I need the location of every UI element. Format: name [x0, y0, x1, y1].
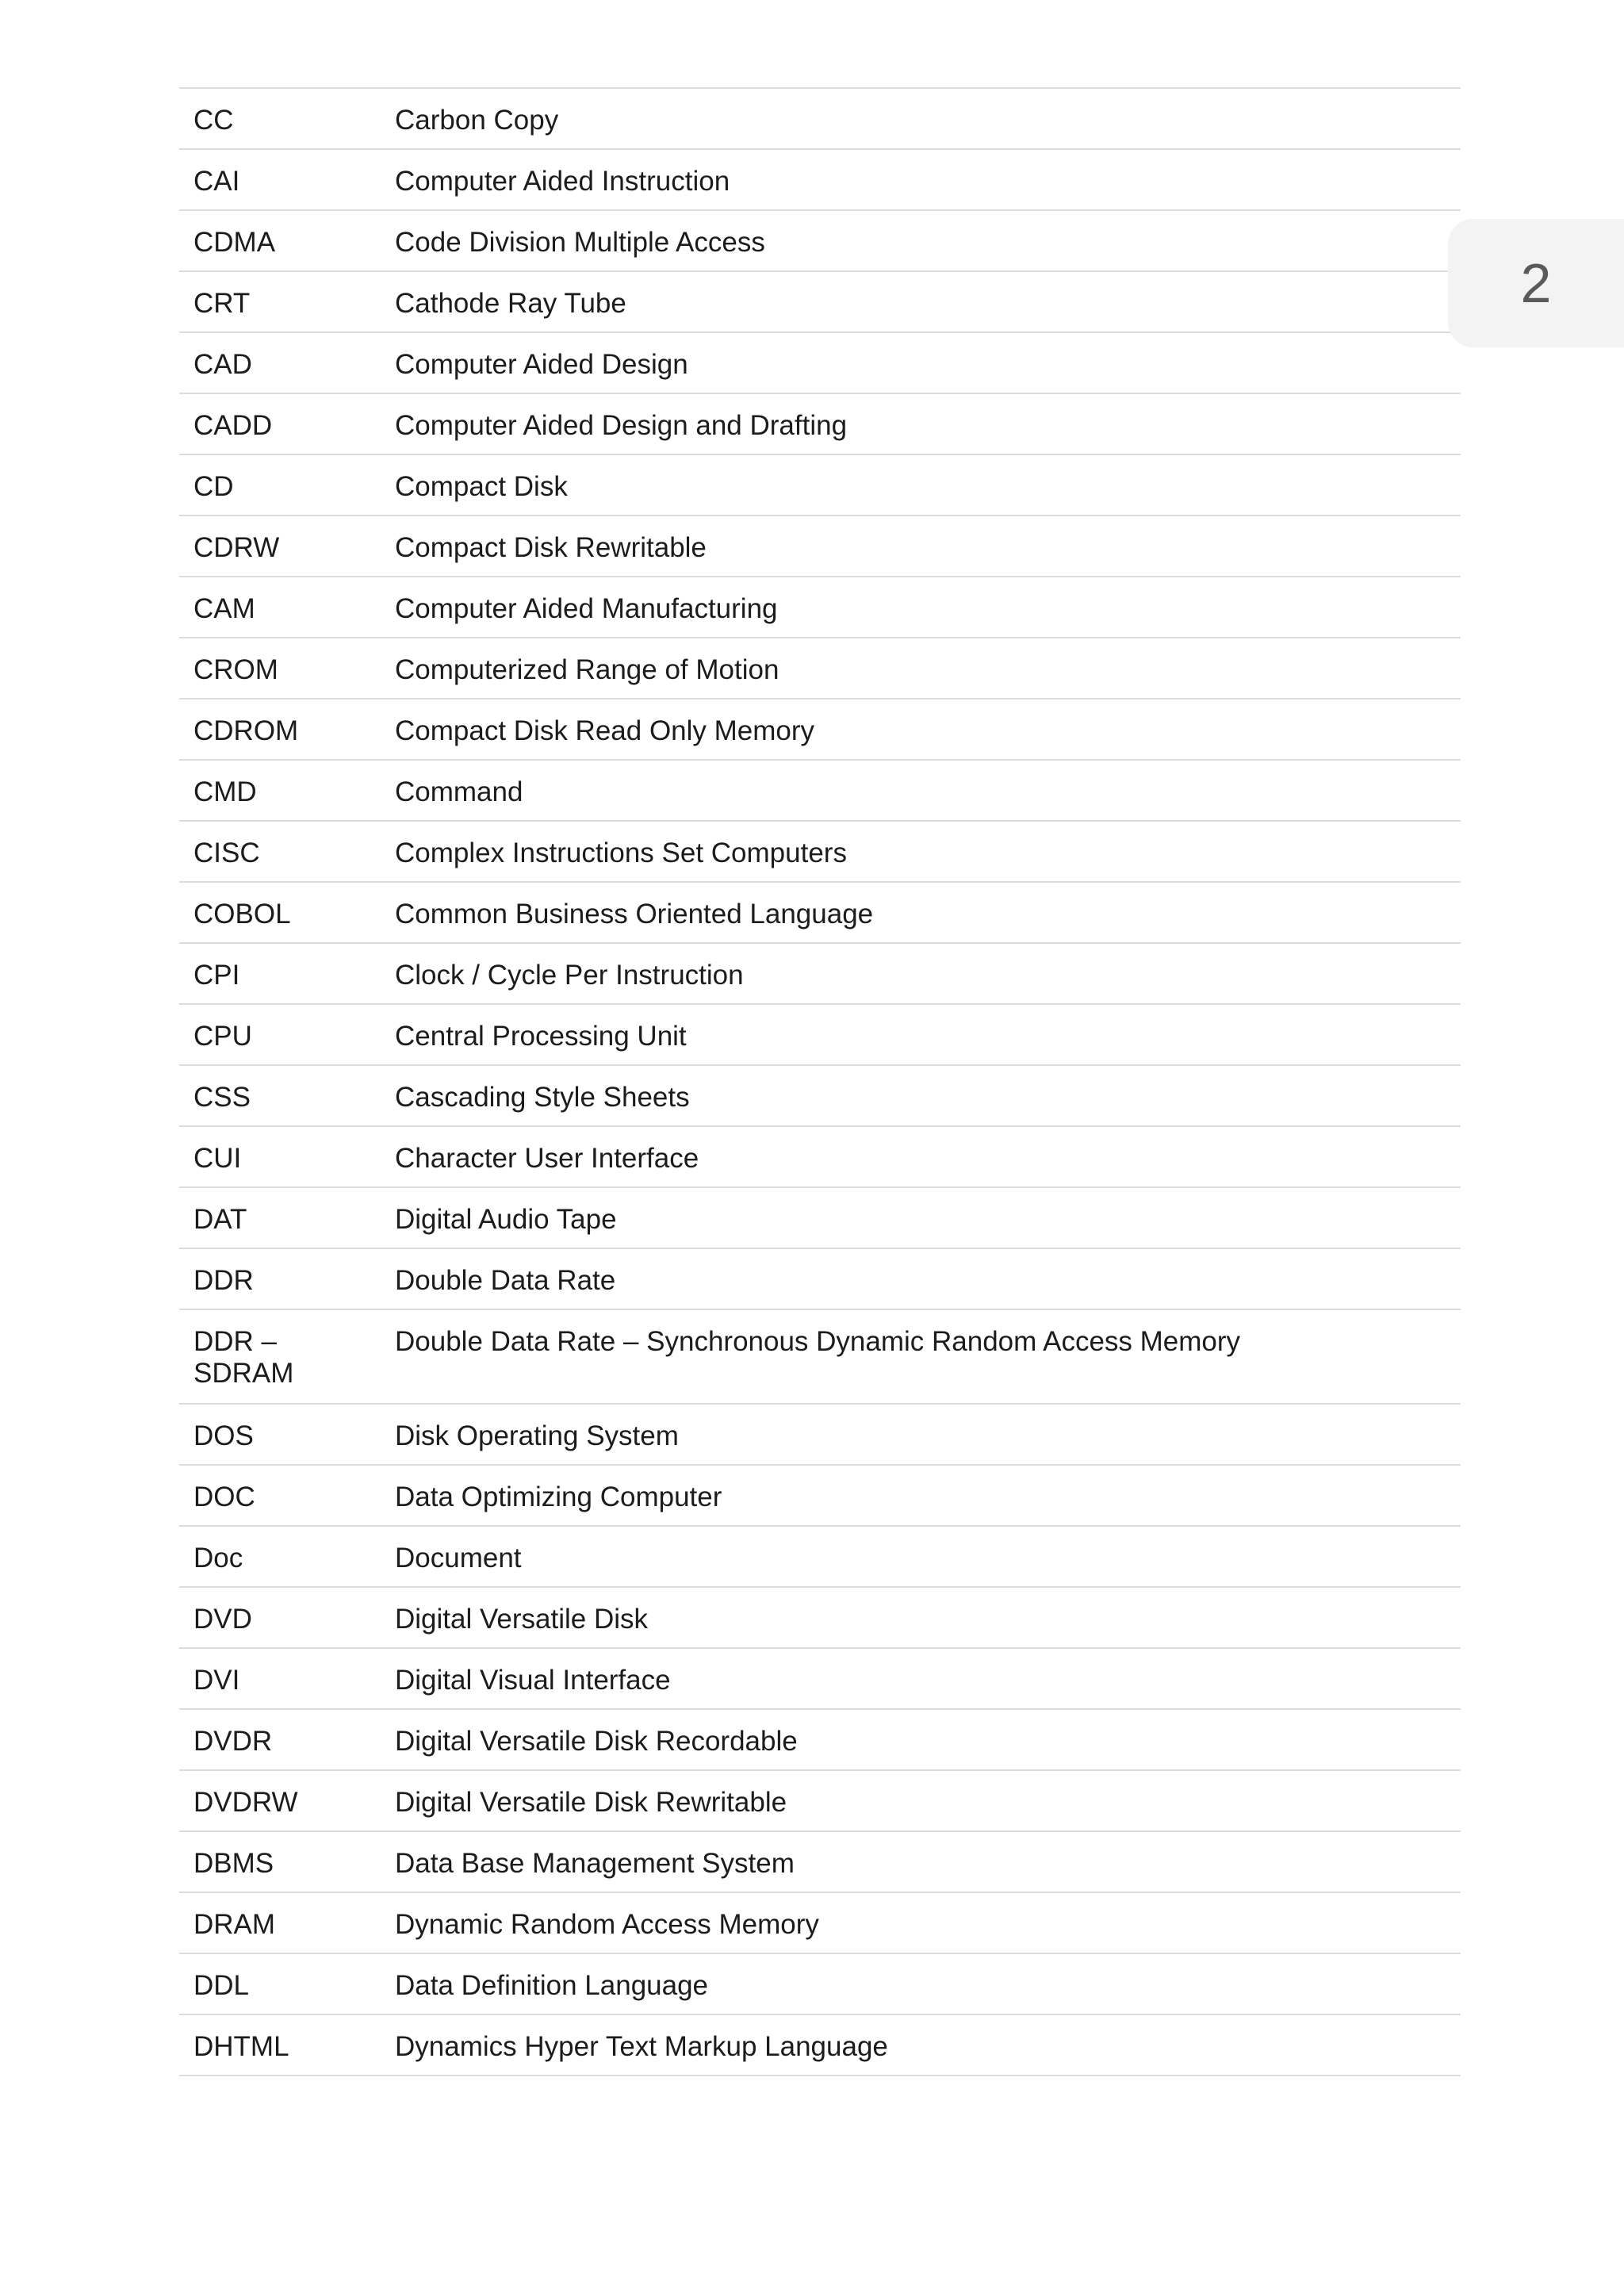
full-form: Carbon Copy [395, 105, 559, 136]
abbreviation: DAT [193, 1204, 247, 1235]
abbreviation: CAI [193, 166, 240, 197]
table-row [179, 1066, 1461, 1127]
table-row [179, 1188, 1461, 1249]
abbreviation: CAM [193, 593, 255, 624]
table-row [179, 944, 1461, 1005]
table-row [179, 638, 1461, 700]
abbreviation: DVD [193, 1604, 252, 1635]
table-row [179, 272, 1461, 333]
abbreviation: DBMS [193, 1848, 274, 1879]
full-form: Common Business Oriented Language [395, 899, 874, 930]
abbreviation: CDROM [193, 715, 299, 746]
abbreviation: DDR [193, 1265, 254, 1296]
abbreviation: DVI [193, 1665, 240, 1696]
abbreviation: DVDR [193, 1726, 273, 1757]
page-number-tab[interactable] [1448, 219, 1624, 347]
abbreviation: CUI [193, 1143, 242, 1174]
abbreviation: DHTML [193, 2031, 289, 2062]
full-form: Cascading Style Sheets [395, 1082, 690, 1113]
table-row [179, 883, 1461, 944]
full-form: Digital Versatile Disk Rewritable [395, 1787, 787, 1818]
full-form: Digital Versatile Disk [395, 1604, 648, 1635]
abbreviation: CSS [193, 1082, 251, 1113]
table-row [179, 89, 1461, 150]
full-form: Dynamics Hyper Text Markup Language [395, 2031, 888, 2062]
abbreviation: CAD [193, 349, 252, 380]
abbreviation: DRAM [193, 1909, 276, 1940]
table-row [179, 333, 1461, 394]
table-row [179, 1310, 1461, 1405]
full-form: Double Data Rate [395, 1265, 616, 1296]
table-row [179, 455, 1461, 516]
abbreviation: DDL [193, 1970, 250, 2001]
table-row [179, 150, 1461, 211]
full-form: Digital Audio Tape [395, 1204, 617, 1235]
full-form: Dynamic Random Access Memory [395, 1909, 819, 1940]
full-form: Double Data Rate – Synchronous Dynamic Random Access Memory [395, 1326, 1241, 1357]
full-form: Central Processing Unit [395, 1021, 687, 1052]
table-row [179, 2015, 1461, 2076]
full-form: Disk Operating System [395, 1420, 679, 1451]
full-form: Compact Disk Read Only Memory [395, 715, 815, 746]
abbreviation: DVDRW [193, 1787, 298, 1818]
abbreviation: Doc [193, 1543, 243, 1573]
abbreviation: CDRW [193, 532, 280, 563]
abbreviation: COBOL [193, 899, 291, 930]
table-row [179, 1893, 1461, 1954]
abbreviation: CMD [193, 776, 257, 807]
abbreviation: DOS [193, 1420, 254, 1451]
table-row [179, 1527, 1461, 1588]
full-form: Character User Interface [395, 1143, 699, 1174]
full-form: Computer Aided Design [395, 349, 688, 380]
table-row [179, 211, 1461, 272]
full-form: Data Base Management System [395, 1848, 795, 1879]
full-form: Command [395, 776, 523, 807]
table-row [179, 700, 1461, 761]
table-row [179, 1466, 1461, 1527]
abbreviation: CADD [193, 410, 273, 441]
abbreviation-table [179, 87, 1461, 2076]
abbreviation: CPI [193, 960, 240, 991]
abbreviation: DOC [193, 1481, 255, 1512]
table-row [179, 516, 1461, 577]
page-number: 2 [1520, 252, 1552, 314]
full-form: Digital Versatile Disk Recordable [395, 1726, 798, 1757]
table-row [179, 1005, 1461, 1066]
table-row [179, 822, 1461, 883]
table-row [179, 1127, 1461, 1188]
table-row [179, 1771, 1461, 1832]
full-form: Compact Disk Rewritable [395, 532, 707, 563]
table-row [179, 1249, 1461, 1310]
full-form: Digital Visual Interface [395, 1665, 671, 1696]
full-form: Computerized Range of Motion [395, 654, 779, 685]
full-form: Computer Aided Manufacturing [395, 593, 778, 624]
full-form: Cathode Ray Tube [395, 288, 626, 319]
abbreviation: CROM [193, 654, 278, 685]
abbreviation: CC [193, 105, 234, 136]
abbreviation: DDR – SDRAM [193, 1326, 294, 1389]
full-form: Data Definition Language [395, 1970, 709, 2001]
abbreviation: CDMA [193, 227, 276, 258]
abbreviation: CISC [193, 838, 260, 868]
abbreviation: CRT [193, 288, 251, 319]
table-row [179, 1954, 1461, 2015]
full-form: Compact Disk [395, 471, 568, 502]
table-row [179, 1832, 1461, 1893]
table-row [179, 1405, 1461, 1466]
full-form: Computer Aided Instruction [395, 166, 730, 197]
full-form: Data Optimizing Computer [395, 1481, 722, 1512]
full-form: Document [395, 1543, 522, 1573]
table-row [179, 577, 1461, 638]
table-row [179, 1710, 1461, 1771]
full-form: Complex Instructions Set Computers [395, 838, 847, 868]
full-form: Clock / Cycle Per Instruction [395, 960, 744, 991]
full-form: Computer Aided Design and Drafting [395, 410, 848, 441]
table-row [179, 1588, 1461, 1649]
table-row [179, 1649, 1461, 1710]
abbreviation: CPU [193, 1021, 252, 1052]
table-row [179, 761, 1461, 822]
full-form: Code Division Multiple Access [395, 227, 765, 258]
table-row [179, 394, 1461, 455]
abbreviation: CD [193, 471, 234, 502]
